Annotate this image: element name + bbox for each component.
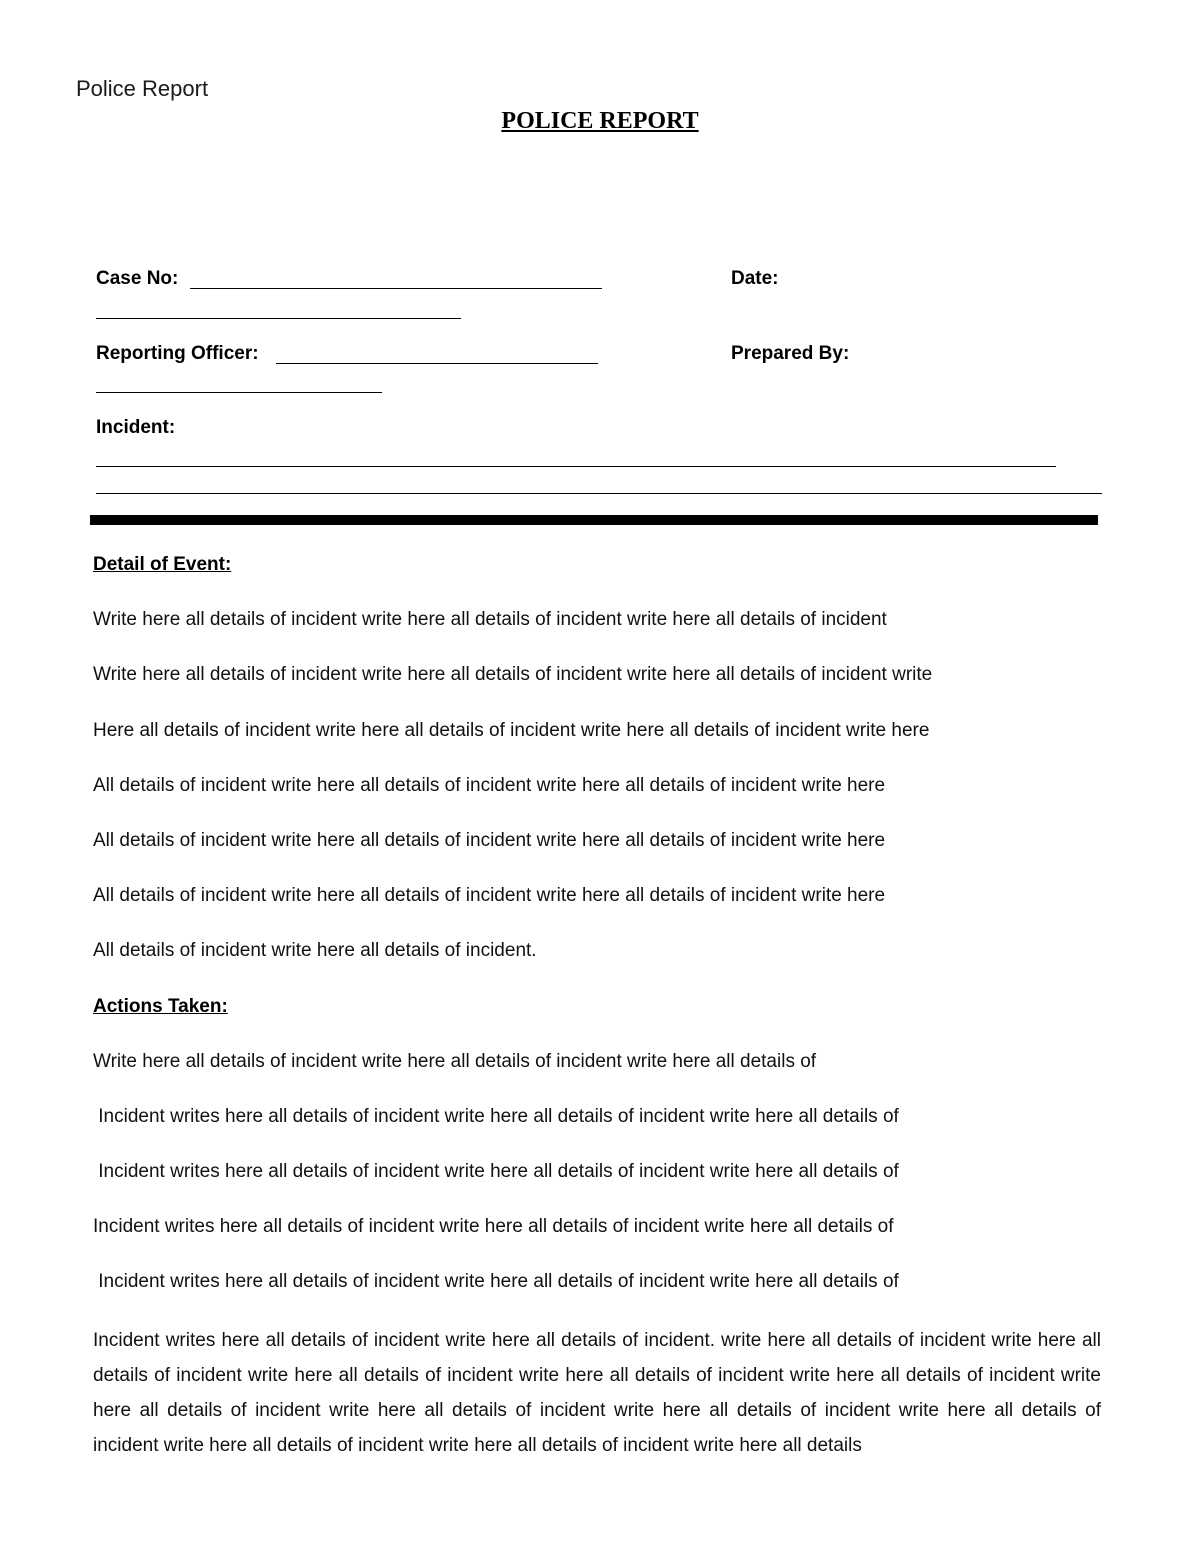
incident-label: Incident: bbox=[96, 417, 176, 438]
page-header-text: Police Report bbox=[76, 76, 209, 101]
case-no-field-line-continued[interactable] bbox=[96, 318, 461, 319]
actions-paragraph: Incident writes here all details of incident write here all details of incident. write here all details of incident write here all details of incident write here all details of incident write here all details of incident write here all details of incident write here all details of incident write here all details of incident write here all details of incident write here all details of incident write here all details of incident write here all details of incident write here all details bbox=[93, 1330, 1101, 1456]
detail-line: All details of incident write here all details of incident. bbox=[93, 940, 537, 961]
detail-line: All details of incident write here all details of incident write here all details of incident write here bbox=[93, 775, 886, 796]
actions-line: Incident writes here all details of incident write here all details of incident write here all details of bbox=[93, 1271, 899, 1292]
reporting-officer-field-line[interactable] bbox=[276, 363, 598, 364]
document-title: POLICE REPORT bbox=[501, 108, 699, 134]
reporting-officer-label: Reporting Officer: bbox=[96, 343, 259, 364]
section-divider bbox=[90, 515, 1098, 525]
case-no-field-line[interactable] bbox=[190, 288, 602, 289]
incident-field-line-1[interactable] bbox=[96, 466, 1056, 467]
prepared-by-label: Prepared By: bbox=[731, 343, 850, 364]
detail-of-event-heading: Detail of Event: bbox=[93, 554, 232, 575]
detail-line: Here all details of incident write here all details of incident write here all details of incident write here bbox=[93, 720, 930, 741]
incident-field-line-2[interactable] bbox=[96, 493, 1102, 494]
detail-line: Write here all details of incident write here all details of incident write here all details of incident write bbox=[93, 664, 933, 685]
detail-line: All details of incident write here all details of incident write here all details of incident write here bbox=[93, 885, 886, 906]
actions-line: Write here all details of incident write here all details of incident write here all details of bbox=[93, 1051, 817, 1072]
case-no-label: Case No: bbox=[96, 268, 179, 289]
detail-line: All details of incident write here all details of incident write here all details of incident write here bbox=[93, 830, 886, 851]
detail-line: Write here all details of incident write here all details of incident write here all details of incident bbox=[93, 609, 887, 630]
actions-taken-heading: Actions Taken: bbox=[93, 996, 228, 1017]
actions-line: Incident writes here all details of incident write here all details of incident write here all details of bbox=[93, 1216, 894, 1237]
reporting-officer-field-line-continued[interactable] bbox=[96, 392, 382, 393]
actions-line: Incident writes here all details of incident write here all details of incident write here all details of bbox=[93, 1106, 899, 1127]
date-label: Date: bbox=[731, 268, 779, 289]
actions-line: Incident writes here all details of incident write here all details of incident write here all details of bbox=[93, 1161, 899, 1182]
